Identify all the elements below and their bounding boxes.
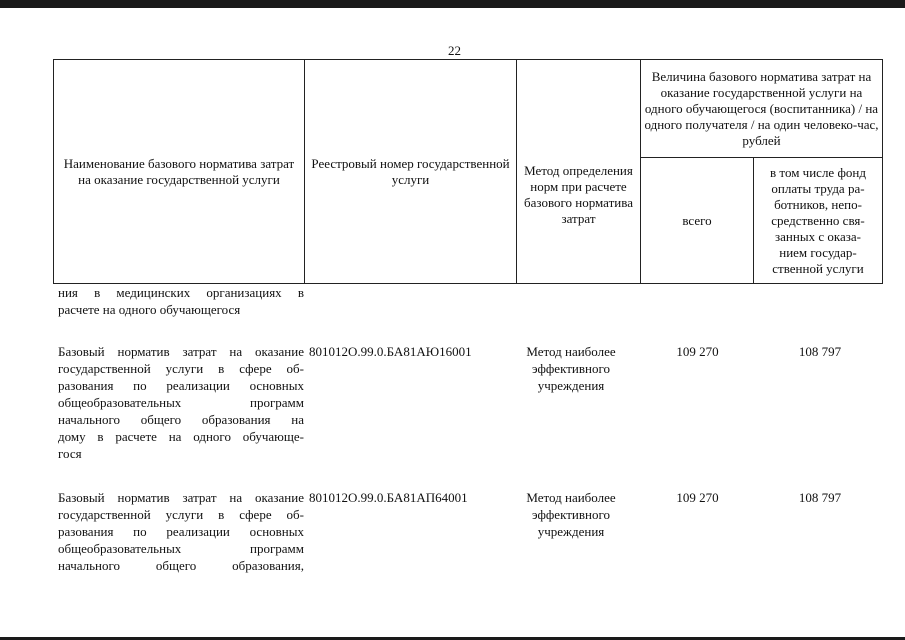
header-incl-column	[754, 158, 883, 284]
header-total-column: всего	[641, 158, 754, 284]
row-method-line: эффективного	[532, 507, 610, 522]
row-method	[511, 343, 631, 394]
continuation-text	[58, 284, 304, 318]
header-method-column: Метод определения норм при расчете базового норматива затрат	[517, 60, 641, 284]
row-name-line: государственной услуги в сфере об-	[58, 361, 304, 376]
row-incl: 108 797	[798, 490, 842, 505]
row-total: 109 270	[676, 344, 719, 359]
row-name-line: начального общего образования на	[58, 412, 304, 427]
header-incl-line: ственной услуги	[772, 260, 864, 276]
scan-border-top	[0, 0, 905, 8]
header-incl-line: в том числе фонд	[770, 164, 866, 180]
row-registry-number: 801012О.99.0.БА81АП64001	[309, 490, 468, 505]
header-incl-line: нием государ-	[779, 244, 857, 260]
row-registry-number: 801012О.99.0.БА81АЮ16001	[309, 344, 472, 359]
row-name-line: начального общего образования,	[58, 558, 304, 573]
continuation-line: расчете на одного обучающегося	[58, 302, 241, 317]
row-name-line: общеобразовательных программ	[58, 395, 304, 410]
header-incl-line: средственно свя-	[771, 212, 865, 228]
row-name-line: государственной услуги в сфере об-	[58, 507, 304, 522]
row-method-line: учреждения	[537, 524, 605, 539]
row-name	[58, 343, 304, 462]
header-incl-line: ботников, непо-	[774, 196, 862, 212]
header-value-group: Величина базового норматива затрат на оказание государственной услуги на одного обучающегося (воспитанника) / на одного получателя / на один человеко-час, рублей	[641, 60, 883, 158]
row-method-line: эффективного	[532, 361, 610, 376]
page-number: 22	[448, 43, 461, 58]
header-incl-line: занных с оказа-	[775, 228, 861, 244]
row-method	[511, 489, 631, 540]
row-method-line: Метод наиболее	[526, 490, 616, 505]
row-method-line: Метод наиболее	[526, 344, 616, 359]
header-incl-line: оплаты труда ра-	[771, 180, 865, 196]
row-name-line: Базовый норматив затрат на оказание	[58, 344, 304, 359]
row-name-line: разования по реализации основных	[58, 378, 304, 393]
continuation-line: ния в медицинских организациях в	[58, 285, 304, 300]
row-name	[58, 489, 304, 574]
table-header	[53, 59, 883, 284]
row-method-line: учреждения	[537, 378, 605, 393]
row-name-line: гося	[58, 446, 82, 461]
header-name-column: Наименование базового норматива затрат на оказание государственной услуги	[54, 60, 305, 284]
row-name-line: дому в расчете на одного обучающе-	[58, 429, 304, 444]
header-registry-column: Реестровый номер государственной услуги	[305, 60, 517, 284]
row-name-line: разования по реализации основных	[58, 524, 304, 539]
row-name-line: Базовый норматив затрат на оказание	[58, 490, 304, 505]
row-total: 109 270	[676, 490, 719, 505]
row-incl: 108 797	[798, 344, 842, 359]
row-name-line: общеобразовательных программ	[58, 541, 304, 556]
